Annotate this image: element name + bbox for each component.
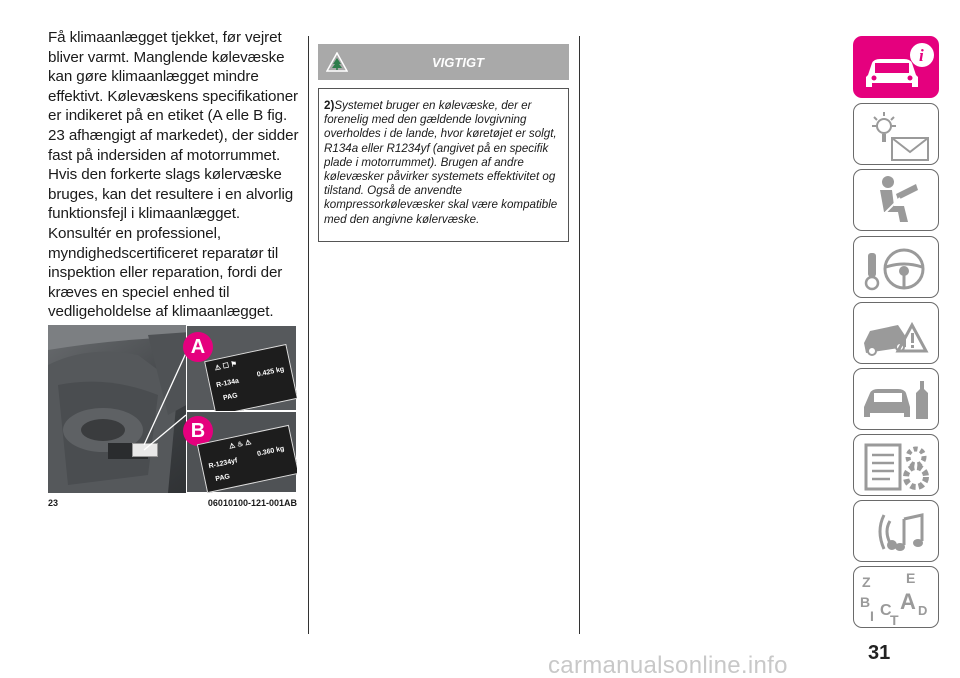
tab-emergency[interactable]: [853, 302, 939, 364]
note-text: Systemet bruger en kølevæske, der er forenelig med den gældende lovgivning overholdes i de lande, hvor køretøjet er solgt, R134a eller R1234yf (angivet på en specifik plade i motorrummet). Brugen af andre kølevæsker påvirker systemets effektivitet og tilstand. Også de anvendte kompressorkølevæsker skal være kompatible med den angivne kølervæske.: [324, 99, 558, 226]
left-column: [48, 28, 300, 361]
multimedia-icon: [854, 501, 939, 562]
sticker-a-amount: 0.425 kg: [256, 365, 285, 379]
tab-maintenance[interactable]: [853, 368, 939, 430]
tab-technical-data[interactable]: [853, 434, 939, 496]
column-divider-2: [579, 36, 580, 634]
callout-b-letter: B: [190, 420, 206, 442]
sticker-b-oil: PAG: [214, 473, 231, 484]
key-steering-wheel-icon: [854, 237, 939, 298]
tab-safety[interactable]: [853, 169, 939, 231]
index-letter: E: [906, 570, 916, 586]
note-number: 2): [324, 99, 335, 112]
warning-flame-icon: ⚠ ♨ ⚠: [228, 439, 253, 451]
tab-alphabetical-index[interactable]: [853, 566, 939, 628]
index-letter: D: [918, 603, 928, 618]
index-letter: C: [880, 602, 892, 619]
inset-label-b: [186, 411, 297, 493]
warning-lights-icon: [854, 104, 939, 165]
figure-caption: [48, 498, 297, 512]
tab-multimedia[interactable]: [853, 500, 939, 562]
sticker-b-amount: 0.360 kg: [256, 445, 286, 458]
car-maintenance-icon: [854, 369, 939, 430]
index-letter: I: [870, 608, 874, 624]
important-text: [324, 99, 564, 227]
sticker-b-refrigerant: R-1234yf: [208, 457, 239, 471]
technical-data-icon: [854, 435, 939, 496]
alphabetical-index-icon: [854, 567, 939, 628]
index-letter: Z: [862, 574, 871, 590]
body-paragraph: Få klimaanlægget tjekket, før vejret bliver varmt. Manglende kølevæske kan gøre klimaanlægget mindre effektivt. Kølevæskens specifikationer er indikeret på en etiket (A elle B fig. 23 afhængigt af markedet), der sidder fast på indersiden af motorrummet. Hvis den forkerte slags kølervæske bruges, kan det resultere i en alvorlig funktionsfejl i klimaanlægget. Konsultér en professionel, myndighedscertificeret reparatør til inspektion eller reparation, fordi der kræves en speciel enhed til vedligeholdelse af klimaanlægget.: [48, 29, 299, 321]
environment-tree-icon: [326, 52, 348, 74]
tab-starting-driving[interactable]: [853, 236, 939, 298]
tab-car-info[interactable]: [853, 36, 939, 98]
index-letter: B: [860, 594, 871, 610]
figure-number: 23: [48, 498, 59, 508]
important-box: [318, 44, 569, 242]
column-divider-1: [308, 36, 309, 634]
page-number: 31: [868, 642, 891, 664]
callout-a-letter: A: [190, 336, 206, 358]
important-header: [318, 44, 569, 80]
figure-code: 06010100-121-001AB: [207, 498, 297, 508]
sticker-a-refrigerant: R-134a: [215, 377, 240, 390]
important-title: VIGTIGT: [432, 55, 484, 70]
car-info-icon: [854, 37, 939, 98]
callout-a-badge: [183, 332, 213, 362]
figure-engine-bay: [48, 325, 297, 493]
refrigerant-sticker-a: [204, 344, 297, 416]
tab-warning-lights[interactable]: [853, 103, 939, 165]
index-letter: T: [890, 612, 899, 628]
watermark: carmanualsonline.info: [548, 652, 788, 678]
svg-text:i: i: [919, 46, 924, 65]
emergency-icon: [854, 303, 939, 364]
index-letter: A: [900, 589, 916, 614]
important-body: [318, 88, 569, 242]
sticker-a-oil: PAG: [222, 392, 239, 403]
warning-triangle-icon: ⚠ ☐ ⚑: [214, 360, 238, 373]
seat-airbag-icon: [854, 170, 939, 231]
inset-label-a: [186, 325, 297, 411]
